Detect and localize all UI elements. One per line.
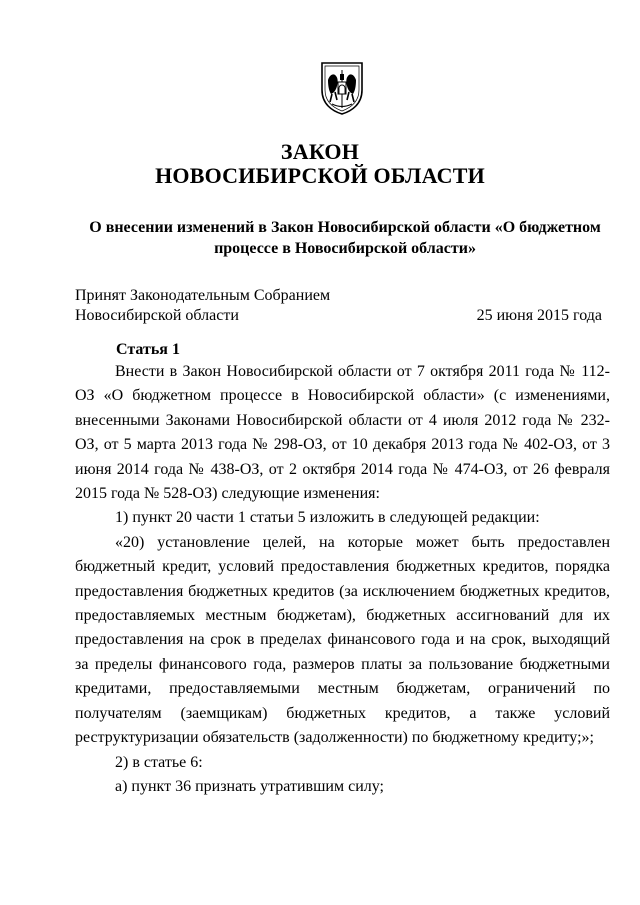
paragraph-item-2a: а) пункт 36 признать утратившим силу; [115, 777, 384, 795]
article-heading: Статья 1 [116, 341, 180, 358]
adoption-statement [75, 286, 330, 326]
region-title: НОВОСИБИРСКОЙ ОБЛАСТИ [155, 163, 485, 188]
paragraph-intro: Внести в Закон Новосибирской области от 7 октября 2011 года № 112-ОЗ «О бюджетном процессе в Новосибирской области» (с изменениями, внесенными Законами Новосибирской области от 4 июля 2012 года № 232-ОЗ, от 5 марта 2013 года № 298-ОЗ, от 10 декабря 2013 года № 402-ОЗ, от 3 июня 2014 года № 438-ОЗ, от 2 октября 2014 года № 474-ОЗ, от 26 февраля 2015 года № 528-ОЗ) следующие изменения: [75, 363, 610, 503]
coat-of-arms-icon [318, 60, 366, 116]
paragraph-item-2: 2) в статье 6: [115, 753, 203, 771]
article-body [75, 360, 610, 799]
adoption-date: 25 июня 2015 года [476, 307, 602, 324]
adopted-by-line2: Новосибирской области [75, 307, 239, 324]
adopted-by-line1: Принят Законодательным Собранием [75, 287, 331, 304]
law-subtitle: О внесении изменений в Закон Новосибирской области «О бюджетном процессе в Новосибирской области» [89, 219, 601, 257]
law-title: ЗАКОН [280, 139, 360, 164]
paragraph-item-1: 1) пункт 20 части 1 статьи 5 изложить в следующей редакции: [115, 509, 540, 527]
paragraph-item-20-text: «20) установление целей, на которые может быть предоставлен бюджетный кредит, условий предоставления бюджетных кредитов, порядка предоставления бюджетных кредитов (за исключением бюджетных кредитов, предоставляемых местным бюджетам), бюджетных ассигнований для их предоставления на срок в пределах финансового года и на срок, выходящий за пределы финансового года, размеров платы за пользование бюджетными кредитами, предоставляемыми местным бюджетам, ограничений по получателям (заемщикам) бюджетных кредитов, а также условий реструктуризации обязательств (задолженности) по бюджетному кредиту;»; [75, 533, 610, 747]
